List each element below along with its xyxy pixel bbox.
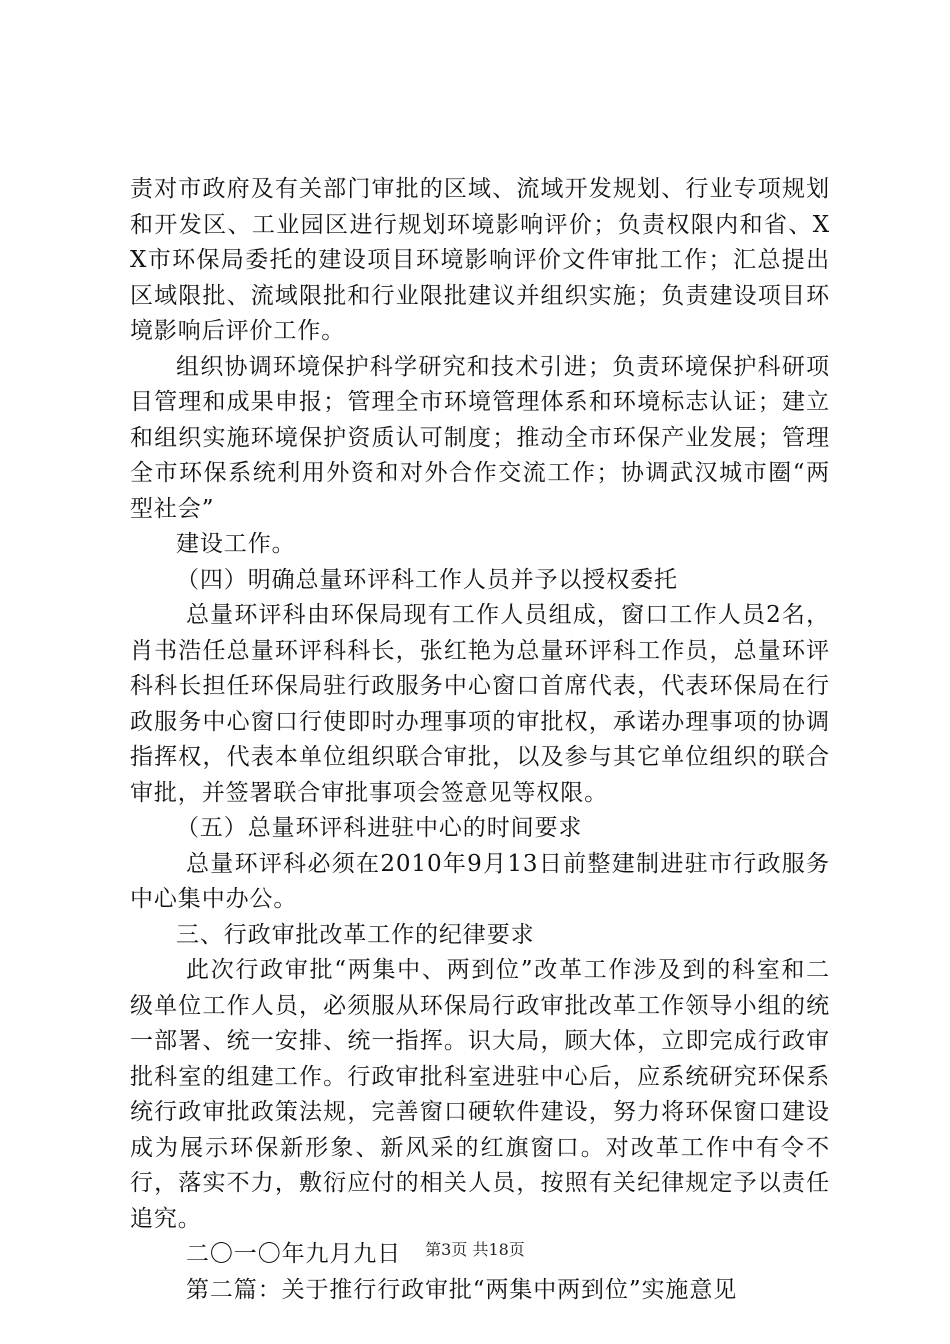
paragraph-research-duties: 组织协调环境保护科学研究和技术引进；负责环境保护科研项目管理和成果申报；管理全市环境管理体系和环境标志认证；建立和组织实施环境保护资质认可制度；推动全市环保产业发展；管理全市环保系统利用外资和对外合作交流工作；协调武汉城市圈“两型社会” [130, 353, 830, 522]
paragraph-staffing: 总量环评科由环保局现有工作人员组成，窗口工作人员2名，肖书浩任总量环评科科长，张红艳为总量环评科工作员，总量环评科科长担任环保局驻行政服务中心窗口首席代表，代表环保局在行政服务中心窗口行使即时办理事项的审批权，承诺办理事项的协调指挥权，代表本单位组织联合审批，以及参与其它单位组织的联合审批，并签署联合审批事项会签意见等权限。 [130, 602, 830, 806]
section-heading-3: 三、行政审批改革工作的纪律要求 [176, 921, 535, 948]
paragraph-construction-work: 建设工作。 [176, 531, 296, 557]
document-date: 二〇一〇年九月九日 [186, 1241, 402, 1267]
paragraph-continuation: 责对市政府及有关部门审批的区域、流域开发规划、行业专项规划和开发区、工业园区进行规划环境影响评价；负责权限内和省、XX市环保局委托的建设项目环境影响评价文件审批工作；汇总提出区域限批、流域限批和行业限批建议并组织实施；负责建设项目环境影响后评价工作。 [130, 176, 830, 344]
document-body [130, 172, 830, 1308]
page-footer: 第3页 共18页 [425, 1240, 525, 1259]
paragraph-discipline: 此次行政审批“两集中、两到位”改革工作涉及到的科室和二级单位工作人员，必须服从环保局行政审批改革工作领导小组的统一部署、统一安排、统一指挥。识大局，顾大体，立即完成行政审批科室的组建工作。行政审批科室进驻中心后，应系统研究环保系统行政审批政策法规，完善窗口硬软件建设，努力将环保窗口建设成为展示环保新形象、新风采的红旗窗口。对改革工作中有令不行，落实不力，敷衍应付的相关人员，按照有关纪律规定予以责任追究。 [130, 957, 830, 1232]
next-article-title: 第二篇：关于推行行政审批“两集中两到位”实施意见 [186, 1276, 738, 1303]
section-heading-4: （四）明确总量环评科工作人员并予以授权委托 [176, 566, 678, 593]
paragraph-deadline: 总量环评科必须在2010年9月13日前整建制进驻市行政服务中心集中办公。 [130, 850, 830, 912]
section-heading-5: （五）总量环评科进驻中心的时间要求 [176, 815, 583, 841]
